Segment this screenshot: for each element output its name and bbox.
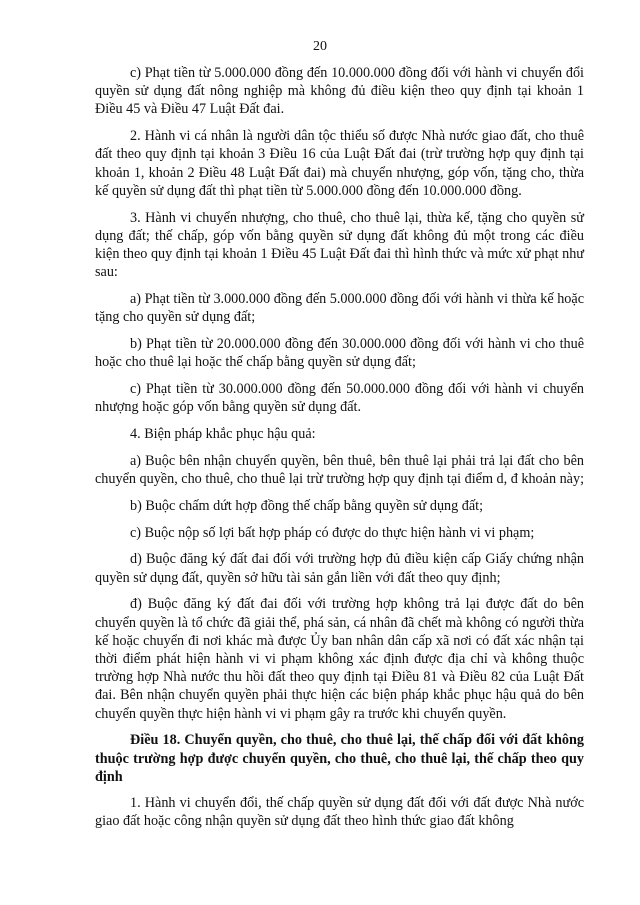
paragraph-3c: c) Phạt tiền từ 30.000.000 đồng đến 50.000.000 đồng đối với hành vi chuyển nhượng hoặc góp vốn bằng quyền sử dụng đất. [95,381,584,416]
paragraph-4dd: đ) Buộc đăng ký đất đai đối với trường hợp không trả lại được đất do bên chuyển quyền là tổ chức đã giải thể, phá sản, cá nhân đã chết mà không có người thừa kế hoặc chuyển đi nơi khác mà được Ủy ban nhân dân cấp xã nơi có đất xác nhận tại thời điểm phát hiện hành vi vi phạm không xác định được địa chỉ và không thuộc trường hợp Nhà nước thu hồi đất theo quy định tại Điều 81 và Điều 82 của Luật Đất đai. Bên nhận chuyển quyền phải thực hiện các biện pháp khắc phục hậu quả do bên chuyển quyền thực hiện hành vi vi phạm gây ra trước khi chuyển quyền. [95,596,584,722]
paragraph-4-remedies: 4. Biện pháp khắc phục hậu quả: [130,426,316,443]
paragraph-2-ethnic-minority: 2. Hành vi cá nhân là người dân tộc thiểu số được Nhà nước giao đất, cho thuê đất theo quy định tại khoản 3 Điều 16 của Luật Đất đai (trừ trường hợp quy định tại khoản 1, khoản 2 Điều 48 Luật Đất đai) mà chuyển nhượng, góp vốn, tặng cho, thừa kế quyền sử dụng đất thì phạt tiền từ 5.000.000 đồng đến 10.000.000 đồng. [95,128,584,199]
paragraph-4c: c) Buộc nộp số lợi bất hợp pháp có được do thực hiện hành vi vi phạm; [130,524,535,541]
document-body [95,64,584,839]
paragraph-4b: b) Buộc chấm dứt hợp đồng thế chấp bằng quyền sử dụng đất; [130,497,484,514]
article-18-heading: Điều 18. Chuyển quyền, cho thuê, cho thuê lại, thế chấp đối với đất không thuộc trường hợp được chuyển quyền, cho thuê, cho thuê lại, thế chấp theo quy định [95,732,584,785]
page-number: 20 [313,39,327,54]
paragraph-18-1: 1. Hành vi chuyển đổi, thế chấp quyền sử dụng đất đối với đất được Nhà nước giao đất hoặc công nhận quyền sử dụng đất theo hình thức giao đất không [95,795,584,830]
paragraph-3-transfer-conditions: 3. Hành vi chuyển nhượng, cho thuê, cho thuê lại, thừa kế, tặng cho quyền sử dụng đất; thế chấp, góp vốn bằng quyền sử dụng đất không đủ một trong các điều kiện theo quy định tại khoản 1 Điều 45 Luật Đất đai thì hình thức và mức xử phạt như sau: [95,209,584,281]
paragraph-1c-penalty: c) Phạt tiền từ 5.000.000 đồng đến 10.000.000 đồng đối với hành vi chuyển đổi quyền sử dụng đất nông nghiệp mà không đủ điều kiện theo quy định tại khoản 1 Điều 45 và Điều 47 Luật Đất đai. [95,65,584,118]
paragraph-3b: b) Phạt tiền từ 20.000.000 đồng đến 30.000.000 đồng đối với hành vi cho thuê hoặc cho thuê lại hoặc thế chấp bằng quyền sử dụng đất; [95,336,584,371]
paragraph-3a: a) Phạt tiền từ 3.000.000 đồng đến 5.000.000 đồng đối với hành vi thừa kế hoặc tặng cho quyền sử dụng đất; [95,291,584,326]
paragraph-4a: a) Buộc bên nhận chuyển quyền, bên thuê, bên thuê lại phải trả lại đất cho bên chuyển quyền, cho thuê, cho thuê lại trừ trường hợp quy định tại điểm d, đ khoản này; [95,452,585,488]
paragraph-4d: d) Buộc đăng ký đất đai đối với trường hợp đủ điều kiện cấp Giấy chứng nhận quyền sử dụng đất, quyền sở hữu tài sản gắn liền với đất theo quy định; [95,551,584,586]
